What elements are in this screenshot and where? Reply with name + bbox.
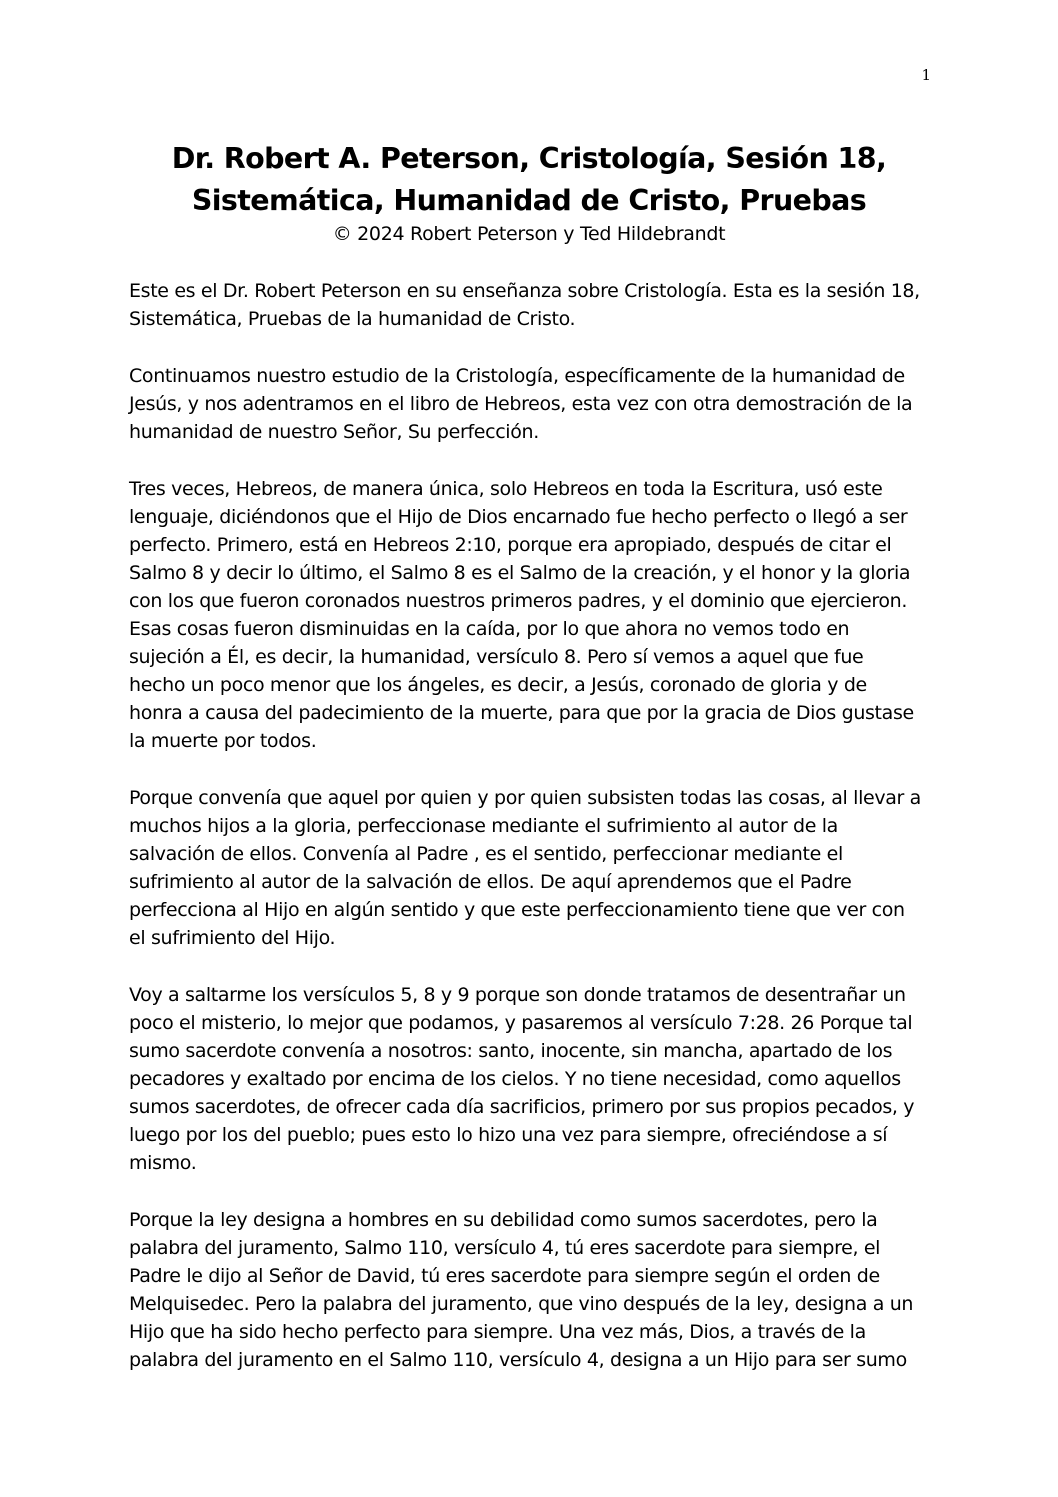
page-number: 1	[921, 66, 931, 84]
paragraph-line: Voy a saltarme los versículos 5, 8 y 9 porque son donde tratamos de desentrañar un	[129, 984, 906, 1006]
paragraph-line: Padre le dijo al Señor de David, tú eres sacerdote para siempre según el orden de	[129, 1265, 880, 1287]
paragraph-line: mismo.	[129, 1152, 197, 1174]
paragraph	[129, 981, 941, 1177]
paragraph-line: perfecciona al Hijo en algún sentido y que este perfeccionamiento tiene que ver con	[129, 899, 905, 921]
paragraph-line: Porque la ley designa a hombres en su debilidad como sumos sacerdotes, pero la	[129, 1209, 878, 1231]
paragraph-line: hecho un poco menor que los ángeles, es decir, a Jesús, coronado de gloria y de	[129, 674, 867, 696]
title-line: Sistemática, Humanidad de Cristo, Pruebas	[191, 184, 867, 217]
paragraph	[129, 784, 941, 952]
paragraph-line: pecadores y exaltado por encima de los cielos. Y no tiene necesidad, como aquellos	[129, 1068, 901, 1090]
paragraph	[129, 277, 941, 333]
paragraph-line: la muerte por todos.	[129, 730, 317, 752]
paragraph-line: sumos sacerdotes, de ofrecer cada día sacrificios, primero por sus propios pecados, y	[129, 1096, 915, 1118]
paragraph-line: Salmo 8 y decir lo último, el Salmo 8 es el Salmo de la creación, y el honor y la gloria	[129, 562, 911, 584]
paragraph	[129, 362, 941, 446]
paragraph-line: Melquisedec. Pero la palabra del juramento, que vino después de la ley, designa a un	[129, 1293, 914, 1315]
paragraph-line: sufrimiento al autor de la salvación de ellos. De aquí aprendemos que el Padre	[129, 871, 852, 893]
paragraph-line: Este es el Dr. Robert Peterson en su enseñanza sobre Cristología. Esta es la sesión 18,	[129, 280, 920, 302]
paragraph-line: Sistemática, Pruebas de la humanidad de Cristo.	[129, 308, 576, 330]
paragraph-line: con los que fueron coronados nuestros primeros padres, y el dominio que ejercieron.	[129, 590, 908, 612]
paragraph-line: perfecto. Primero, está en Hebreos 2:10, porque era apropiado, después de citar el	[129, 534, 892, 556]
paragraph-line: lenguaje, diciéndonos que el Hijo de Dios encarnado fue hecho perfecto o llegó a ser	[129, 506, 908, 528]
paragraph-line: humanidad de nuestro Señor, Su perfección.	[129, 421, 539, 443]
paragraph-line: Tres veces, Hebreos, de manera única, solo Hebreos en toda la Escritura, usó este	[129, 478, 883, 500]
copyright-notice: © 2024 Robert Peterson y Ted Hildebrandt	[332, 223, 726, 245]
paragraph	[129, 475, 941, 755]
paragraph	[129, 1206, 941, 1374]
document-body	[129, 277, 941, 1403]
paragraph-line: el sufrimiento del Hijo.	[129, 927, 336, 949]
paragraph-line: palabra del juramento, Salmo 110, versículo 4, tú eres sacerdote para siempre, el	[129, 1237, 881, 1259]
paragraph-line: sujeción a Él, es decir, la humanidad, versículo 8. Pero sí vemos a aquel que fue	[129, 646, 864, 668]
paragraph-line: honra a causa del padecimiento de la muerte, para que por la gracia de Dios gustase	[129, 702, 914, 724]
paragraph-line: luego por los del pueblo; pues esto lo hizo una vez para siempre, ofreciéndose a sí	[129, 1124, 888, 1146]
paragraph-line: muchos hijos a la gloria, perfeccionase mediante el sufrimiento al autor de la	[129, 815, 838, 837]
paragraph-line: sumo sacerdote convenía a nosotros: santo, inocente, sin mancha, apartado de los	[129, 1040, 893, 1062]
paragraph-line: Hijo que ha sido hecho perfecto para siempre. Una vez más, Dios, a través de la	[129, 1321, 866, 1343]
title-line: Dr. Robert A. Peterson, Cristología, Sesión 18,	[171, 142, 887, 175]
paragraph-line: Continuamos nuestro estudio de la Cristología, específicamente de la humanidad de	[129, 365, 905, 387]
paragraph-line: Porque convenía que aquel por quien y por quien subsisten todas las cosas, al llevar a	[129, 787, 921, 809]
paragraph-line: Esas cosas fueron disminuidas en la caída, por lo que ahora no vemos todo en	[129, 618, 850, 640]
paragraph-line: Jesús, y nos adentramos en el libro de Hebreos, esta vez con otra demostración de la	[129, 393, 913, 415]
paragraph-line: salvación de ellos. Convenía al Padre , es el sentido, perfeccionar mediante el	[129, 843, 843, 865]
paragraph-line: palabra del juramento en el Salmo 110, versículo 4, designa a un Hijo para ser sumo	[129, 1349, 907, 1371]
paragraph-line: poco el misterio, lo mejor que podamos, y pasaremos al versículo 7:28. 26 Porque tal	[129, 1012, 913, 1034]
page-title	[0, 138, 1058, 222]
